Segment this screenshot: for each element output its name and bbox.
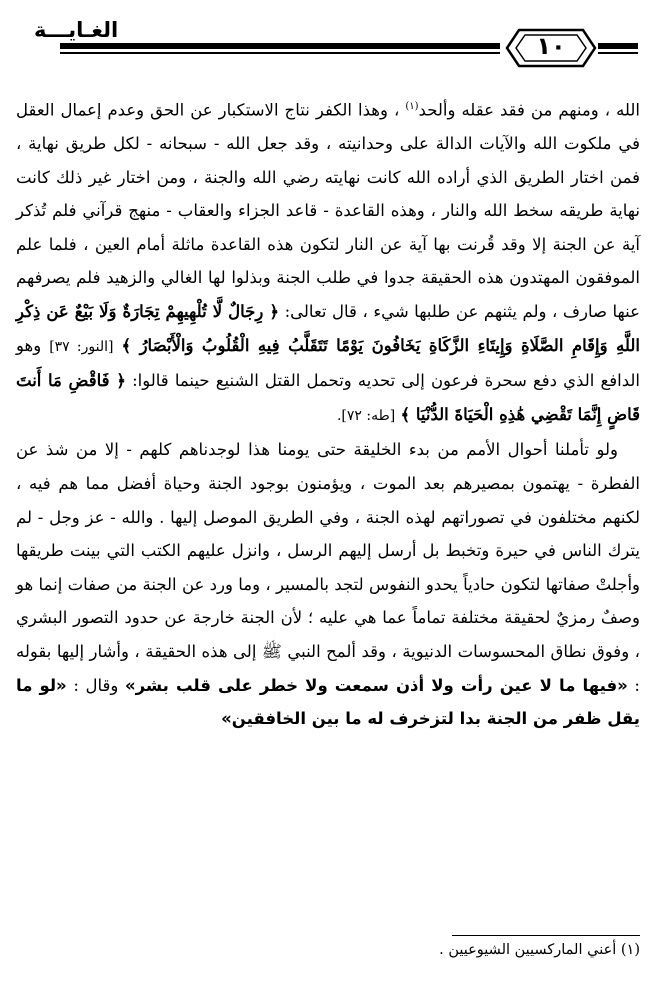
- header-rule-right-thin: [598, 52, 638, 54]
- quran-verse: ﴿ فَاقْضِ مَا أَنتَ قَاضٍ إِنَّمَا تَقْضِي هَٰذِهِ الْحَيَاةَ الدُّنْيَا ﴾: [16, 371, 640, 424]
- running-title: الغـايـــة: [28, 18, 124, 42]
- text-segment: ، وهذا الكفر نتاج الاستكبار عن الحق وعدم إعمال العقل في ملكوت الله والآيات الدالة على وحدانيته ، وقد جعل الله - سبحانه - لكل طريق نهاية ، فمن اختار الطريق الذي أراده الله كانت نهايته رضي الله والجنة ، ومن اختار غير ذلك كانت نهاية طريقه سخط الله والنار ، وهذه القاعدة - قاعد الجزاء والعقاب - منهج قرآني فلم تُذكر آية عن الجنة إلا وقد قُرنت بها آية عن النار لتكون هذه القاعدة ماثلة أمام العين ، فلما علم الموفقون المهتدون هذه الحقيقة جدوا في طلب الجنة وبذلوا لها الغالي والزهيد فلم يصرفهم عنها صارف ، ولم يثنهم عن طلبها شيء ، قال تعالى:: [16, 100, 640, 322]
- footnote-divider: [452, 935, 640, 936]
- page-number: ١٠: [536, 32, 566, 60]
- paragraph-2: [16, 433, 640, 735]
- text-segment: ولو تأملنا أحوال الأمم من بدء الخليقة حتى يومنا هذا لوجدناهم كلهم - إلا من شذ عن الفطرة - يهتمون بمصيرهم بعد الموت ، ويؤمنون بوجود الجنة وحياة أفضل مما هم فيه ، لكنهم مختلفون في تصوراتهم لهذه الجنة ، وفي الطريق الموصل إليها . والله - عز وجل - لم يترك الناس في حيرة وتخبط بل أرسل إليهم الرسل ، وانزل عليهم الكتب التي بينت طريقها وأجلتْ صفاتها لتكون حادياً يحدو النفوس لتجد بالمسير ، وما ورد عن الجنة من صفات إنما هو وصفٌ رمزيٌ لحقيقة مختلفة تماماً عما هي عليه ؛ لأن الجنة خارجة عن حدود التصور البشري ، وفوق نطاق المحسوسات الدنيوية ، وقد ألمح النبي ﷺ إلى هذه الحقيقة ، وأشار إليها بقوله :: [16, 440, 640, 695]
- footnote: (١) أعني الماركسيين الشيوعيين .: [439, 942, 640, 958]
- header-rule-thin: [60, 52, 500, 54]
- quran-verse: ﴿ رِجَالٌ لَّا تُلْهِيهِمْ تِجَارَةٌ وَلَا بَيْعٌ عَن ذِكْرِ اللَّهِ وَإِقَامِ الصَّلَاةِ وَإِيتَاءِ الزَّكَاةِ يَخَافُونَ يَوْمًا تَتَقَلَّبُ فِيهِ الْقُلُوبُ وَالْأَبْصَارُ ﴾: [16, 302, 640, 355]
- text-segment: الله ، ومنهم من فقد عقله وألحد: [418, 100, 640, 120]
- header-rule: [60, 43, 500, 49]
- text-segment: وهو الدافع الذي دفع سحرة فرعون إلى تحديه وتحمل القتل الشنيع حينما قالوا:: [16, 335, 640, 391]
- main-text: [16, 90, 640, 736]
- verse-reference: [طه: ٧٢].: [336, 407, 396, 424]
- hadith-quote: «لو ما يقل ظفر من الجنة بدا لتزخرف له ما بين الخافقين»: [16, 675, 640, 729]
- paragraph-1: [16, 90, 640, 433]
- text-segment: وقال :: [73, 675, 119, 695]
- verse-reference: [النور: ٣٧]: [49, 338, 114, 355]
- hadith-quote: «فيها ما لا عين رأت ولا أذن سمعت ولا خطر على قلب بشر»: [124, 675, 628, 695]
- header-rule-right: [598, 43, 638, 49]
- page-header: [0, 18, 654, 74]
- footnote-marker: (١): [405, 101, 419, 112]
